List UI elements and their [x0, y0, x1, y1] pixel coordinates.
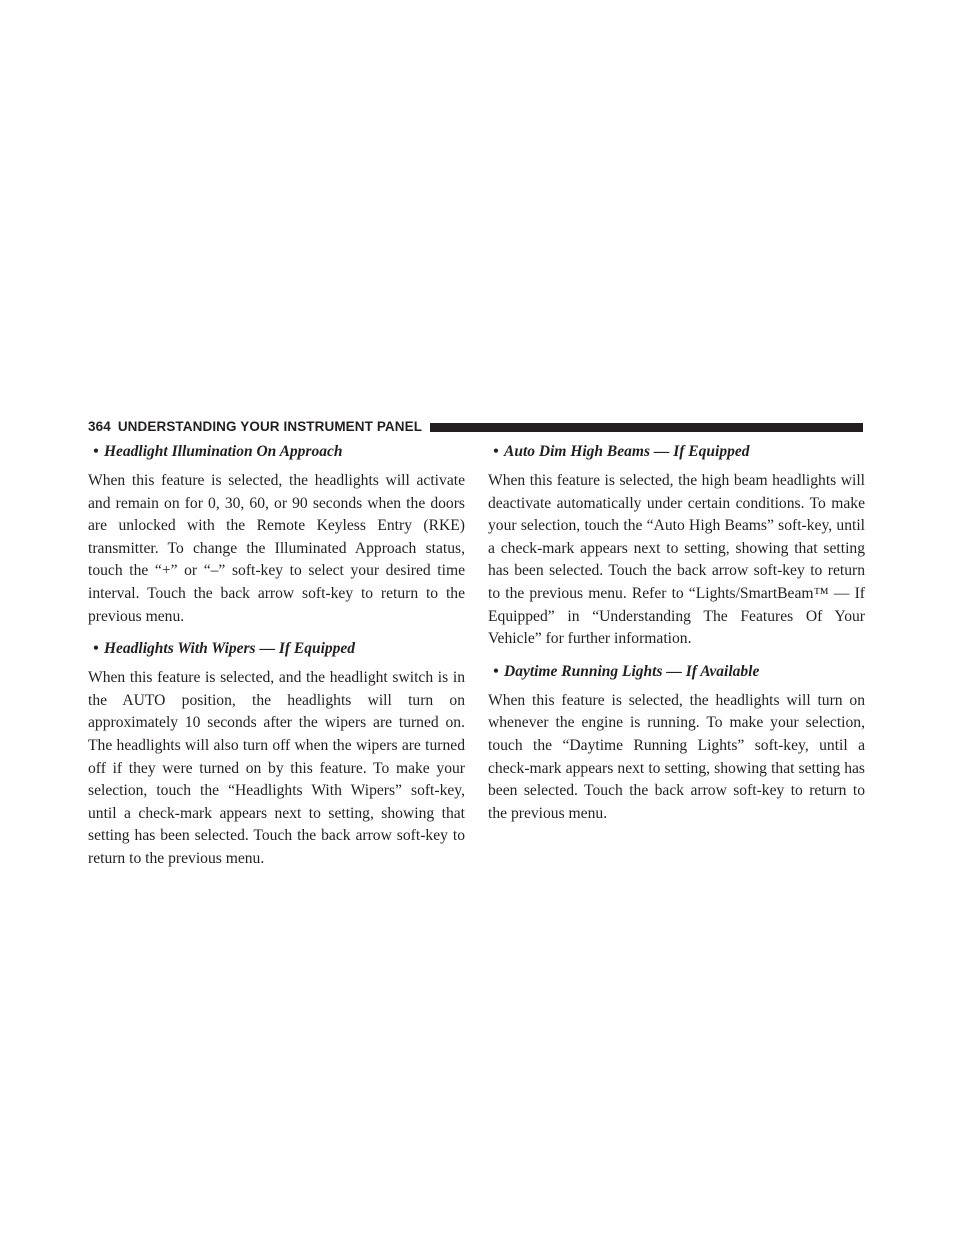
feature-heading: [488, 441, 865, 462]
page-header: [88, 419, 863, 435]
right-column: [488, 441, 865, 835]
feature-heading-text: Headlights With Wipers — If Equipped: [104, 640, 356, 658]
feature-heading: [88, 441, 465, 462]
feature-heading-text: Auto Dim High Beams — If Equipped: [504, 443, 750, 460]
page-number: 364: [88, 419, 111, 434]
feature-heading-text: Daytime Running Lights — If Available: [504, 662, 760, 680]
section-title: UNDERSTANDING YOUR INSTRUMENT PANEL: [117, 419, 423, 434]
bullet-icon: •: [93, 443, 99, 460]
feature-heading-text: Headlight Illumination On Approach: [104, 443, 343, 460]
feature-heading: [88, 638, 465, 659]
left-column: [88, 441, 465, 881]
feature-heading: [488, 661, 865, 682]
feature-description: When this feature is selected, the high beam headlights will deactivate automatically under certain conditions. To make your selection, touch the “Auto High Beams” soft-key, until a check-mark appears next to setting, showing that setting has been selected. Touch the back arrow soft-key to return to the previous menu. Refer to “Lights/SmartBeam™ — If Equipped” in “Understanding The Features Of Your Vehicle” for further information.: [488, 472, 865, 648]
bullet-icon: •: [493, 443, 499, 460]
feature-description: When this feature is selected, and the headlight switch is in the AUTO position, the headlights will turn on approximately 10 seconds after the wipers are turned on. The headlights will also turn off when the wipers are turned off if they were turned on by this feature. To make your selection, touch the “Headlights With Wipers” soft-key, until a check-mark appears next to setting, showing that setting has been selected. Touch the back arrow soft-key to return to the previous menu.: [88, 669, 465, 867]
header-rule: [430, 423, 863, 432]
bullet-icon: •: [493, 662, 499, 680]
bullet-icon: •: [93, 640, 99, 658]
feature-description: When this feature is selected, the headlights will activate and remain on for 0, 30, 60, or 90 seconds when the doors are unlocked with the Remote Keyless Entry (RKE) transmitter. To change the Illuminated Approach status, touch the “+” or “–” soft-key to select your desired time interval. Touch the back arrow soft-key to return to the previous menu.: [88, 472, 465, 625]
feature-description: When this feature is selected, the headlights will turn on whenever the engine is running. To make your selection, touch the “Daytime Running Lights” soft-key, until a check-mark appears next to setting, showing that setting has been selected. Touch the back arrow soft-key to return to the previous menu.: [488, 691, 865, 822]
